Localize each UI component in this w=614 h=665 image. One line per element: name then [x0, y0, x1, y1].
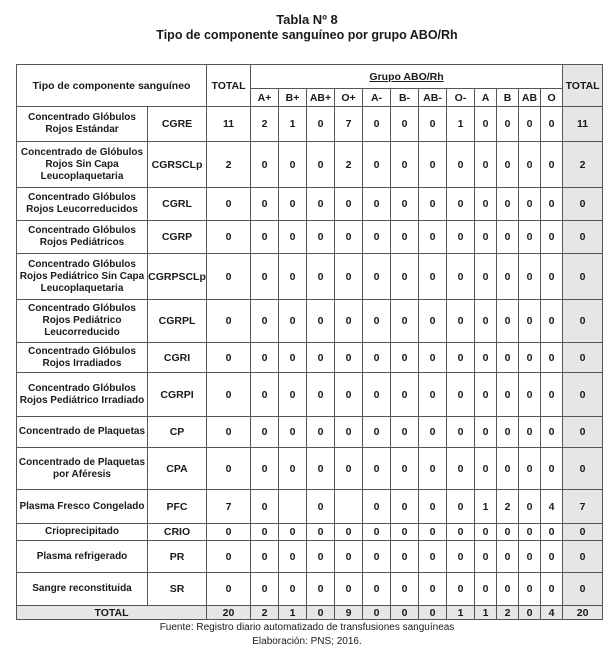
component-code: CPA [148, 448, 207, 490]
group-value: 0 [391, 490, 419, 524]
table-row [17, 221, 603, 254]
component-name: Concentrado de Plaquetas [17, 417, 148, 448]
table-row [17, 448, 603, 490]
group-value: 0 [475, 188, 497, 221]
group-value: 0 [447, 417, 475, 448]
row-total-right: 0 [563, 524, 603, 541]
component-code: CP [148, 417, 207, 448]
group-value: 0 [251, 343, 279, 373]
group-value: 0 [363, 417, 391, 448]
group-value: 0 [475, 221, 497, 254]
component-code: CGRP [148, 221, 207, 254]
group-value: 0 [335, 541, 363, 573]
group-value: 0 [279, 142, 307, 188]
group-value: 0 [363, 373, 391, 417]
table-row [17, 573, 603, 606]
row-total: 0 [207, 254, 251, 300]
group-value: 0 [519, 490, 541, 524]
group-value: 0 [541, 573, 563, 606]
group-value: 0 [335, 188, 363, 221]
group-value: 0 [497, 343, 519, 373]
row-total-right: 0 [563, 541, 603, 573]
component-name: Concentrado de Plaquetas por Aféresis [17, 448, 148, 490]
group-total: 0 [519, 606, 541, 620]
group-value: 0 [363, 573, 391, 606]
group-value: 0 [307, 300, 335, 343]
table-row [17, 188, 603, 221]
group-value: 0 [335, 300, 363, 343]
component-name: Plasma refrigerado [17, 541, 148, 573]
group-value: 0 [541, 541, 563, 573]
group-value: 0 [419, 448, 447, 490]
group-value: 0 [475, 300, 497, 343]
group-value: 2 [335, 142, 363, 188]
group-value: 0 [279, 300, 307, 343]
group-total: 1 [475, 606, 497, 620]
group-value: 0 [251, 573, 279, 606]
total-row [17, 606, 603, 620]
row-total-right: 11 [563, 107, 603, 142]
group-total: 0 [419, 606, 447, 620]
group-col-header: B [497, 89, 519, 107]
group-value: 0 [279, 254, 307, 300]
group-value: 0 [519, 221, 541, 254]
group-value: 0 [391, 343, 419, 373]
group-value: 0 [307, 373, 335, 417]
component-name: Concentrado de Glóbulos Rojos Sin Capa Leucoplaquetaria [17, 142, 148, 188]
group-value: 0 [519, 254, 541, 300]
group-col-header: O [541, 89, 563, 107]
table-row [17, 373, 603, 417]
group-value: 0 [447, 524, 475, 541]
group-value: 0 [447, 573, 475, 606]
table-row [17, 300, 603, 343]
group-col-header: A [475, 89, 497, 107]
group-value: 0 [419, 221, 447, 254]
group-value: 0 [307, 188, 335, 221]
group-value: 0 [363, 541, 391, 573]
component-code: CGRPI [148, 373, 207, 417]
group-value: 0 [251, 541, 279, 573]
group-value: 0 [497, 107, 519, 142]
group-value: 0 [541, 343, 563, 373]
row-total-right: 7 [563, 490, 603, 524]
group-value: 0 [251, 221, 279, 254]
credit-note: Elaboración: PNS; 2016. [252, 636, 362, 647]
row-total: 0 [207, 573, 251, 606]
component-code: PR [148, 541, 207, 573]
group-value: 0 [251, 448, 279, 490]
row-total: 0 [207, 373, 251, 417]
group-col-header: B+ [279, 89, 307, 107]
group-value: 0 [541, 300, 563, 343]
total-right-header: TOTAL [563, 65, 603, 107]
group-value: 0 [475, 524, 497, 541]
row-total: 0 [207, 221, 251, 254]
group-value: 0 [497, 573, 519, 606]
table-row [17, 142, 603, 188]
group-value: 0 [391, 573, 419, 606]
group-value: 0 [391, 300, 419, 343]
group-value: 0 [391, 142, 419, 188]
group-total: 0 [391, 606, 419, 620]
component-code: CGRPSCLp [148, 254, 207, 300]
group-value: 0 [497, 221, 519, 254]
row-total: 0 [207, 300, 251, 343]
component-code: PFC [148, 490, 207, 524]
group-value: 0 [519, 107, 541, 142]
component-code: CGRSCLp [148, 142, 207, 188]
group-value: 0 [447, 254, 475, 300]
row-total-right: 0 [563, 417, 603, 448]
group-value: 1 [279, 107, 307, 142]
group-value: 0 [419, 417, 447, 448]
group-value: 0 [251, 524, 279, 541]
group-value: 0 [363, 254, 391, 300]
group-value: 0 [419, 343, 447, 373]
group-value: 0 [419, 541, 447, 573]
row-total-right: 0 [563, 221, 603, 254]
group-value: 0 [279, 541, 307, 573]
group-value: 0 [335, 343, 363, 373]
component-name: Plasma Fresco Congelado [17, 490, 148, 524]
group-value: 0 [307, 343, 335, 373]
component-name: Concentrado Glóbulos Rojos Leucorreducidos [17, 188, 148, 221]
group-value: 0 [519, 343, 541, 373]
group-value: 0 [497, 373, 519, 417]
group-value: 0 [391, 188, 419, 221]
group-value: 0 [307, 524, 335, 541]
group-value: 0 [519, 417, 541, 448]
group-value: 0 [335, 221, 363, 254]
group-value: 0 [279, 221, 307, 254]
group-value: 0 [541, 448, 563, 490]
row-total-right: 0 [563, 300, 603, 343]
group-value: 0 [541, 188, 563, 221]
group-col-header: AB [519, 89, 541, 107]
group-total: 2 [251, 606, 279, 620]
row-total: 0 [207, 524, 251, 541]
component-code: CGRI [148, 343, 207, 373]
source-note: Fuente: Registro diario automatizado de transfusiones sanguíneas [159, 622, 455, 633]
table-row [17, 417, 603, 448]
grand-total: 20 [207, 606, 251, 620]
group-value: 0 [519, 448, 541, 490]
row-total: 0 [207, 343, 251, 373]
group-value: 0 [497, 188, 519, 221]
group-col-header: A- [363, 89, 391, 107]
group-value: 0 [307, 142, 335, 188]
group-value: 0 [363, 343, 391, 373]
component-name: Concentrado Glóbulos Rojos Irradiados [17, 343, 148, 373]
group-value: 0 [419, 373, 447, 417]
group-value: 0 [447, 188, 475, 221]
group-value: 0 [519, 573, 541, 606]
row-total-right: 2 [563, 142, 603, 188]
group-col-header: AB+ [307, 89, 335, 107]
group-value: 0 [447, 448, 475, 490]
row-total: 0 [207, 541, 251, 573]
group-value: 0 [519, 524, 541, 541]
group-value: 0 [475, 373, 497, 417]
group-value: 0 [251, 142, 279, 188]
group-col-header: O- [447, 89, 475, 107]
group-value: 0 [307, 573, 335, 606]
group-value: 2 [497, 490, 519, 524]
group-value: 0 [497, 417, 519, 448]
group-value: 1 [475, 490, 497, 524]
group-value: 0 [307, 490, 335, 524]
group-value: 0 [363, 107, 391, 142]
table-title: Tabla Nº 8 [276, 12, 338, 27]
group-value: 0 [475, 254, 497, 300]
component-header: Tipo de componente sanguíneo [17, 65, 207, 107]
component-name: Concentrado Glóbulos Rojos Pediátrico Irradiado [17, 373, 148, 417]
row-total-right: 0 [563, 343, 603, 373]
group-value: 0 [447, 373, 475, 417]
group-value: 0 [391, 373, 419, 417]
table-row [17, 524, 603, 541]
row-total: 0 [207, 417, 251, 448]
group-value: 2 [251, 107, 279, 142]
group-value: 0 [447, 221, 475, 254]
group-value: 0 [419, 188, 447, 221]
group-value: 0 [475, 142, 497, 188]
group-total: 0 [363, 606, 391, 620]
group-value: 0 [279, 188, 307, 221]
component-name: Concentrado Glóbulos Rojos Pediátrico Leucorreducido [17, 300, 148, 343]
group-value: 0 [447, 343, 475, 373]
group-value: 0 [419, 573, 447, 606]
group-value: 0 [307, 221, 335, 254]
group-value: 4 [541, 490, 563, 524]
group-value: 0 [447, 300, 475, 343]
group-value: 0 [475, 107, 497, 142]
group-value: 0 [497, 300, 519, 343]
group-value: 0 [391, 524, 419, 541]
grand-total-right: 20 [563, 606, 603, 620]
group-value: 0 [363, 188, 391, 221]
component-name: Concentrado Glóbulos Rojos Pediátrico Sin Capa Leucoplaquetaria [17, 254, 148, 300]
component-name: Concentrado Glóbulos Rojos Pediátricos [17, 221, 148, 254]
group-value: 0 [541, 524, 563, 541]
component-code: CGRL [148, 188, 207, 221]
group-value: 0 [391, 221, 419, 254]
group-col-header: O+ [335, 89, 363, 107]
group-value: 0 [363, 448, 391, 490]
group-value: 0 [419, 300, 447, 343]
group-total: 9 [335, 606, 363, 620]
component-name: Crioprecipitado [17, 524, 148, 541]
row-total-right: 0 [563, 448, 603, 490]
group-value: 0 [497, 142, 519, 188]
group-value: 0 [541, 107, 563, 142]
row-total-right: 0 [563, 573, 603, 606]
group-value: 0 [541, 417, 563, 448]
group-value: 0 [541, 142, 563, 188]
group-value: 0 [419, 107, 447, 142]
table-row [17, 254, 603, 300]
group-value: 0 [541, 254, 563, 300]
row-total: 11 [207, 107, 251, 142]
group-value: 0 [279, 417, 307, 448]
group-value: 0 [475, 417, 497, 448]
group-value [279, 490, 307, 524]
table-row [17, 541, 603, 573]
group-total: 1 [279, 606, 307, 620]
group-total: 4 [541, 606, 563, 620]
component-code: SR [148, 573, 207, 606]
row-total-right: 0 [563, 254, 603, 300]
group-value: 0 [251, 373, 279, 417]
group-value: 0 [279, 573, 307, 606]
group-value [335, 490, 363, 524]
row-total: 7 [207, 490, 251, 524]
group-value: 0 [251, 254, 279, 300]
group-value: 0 [391, 107, 419, 142]
group-value: 0 [335, 524, 363, 541]
row-total-right: 0 [563, 188, 603, 221]
group-value: 0 [279, 373, 307, 417]
table-row [17, 490, 603, 524]
group-value: 0 [335, 448, 363, 490]
group-value: 0 [307, 541, 335, 573]
group-value: 0 [475, 541, 497, 573]
group-value: 0 [519, 188, 541, 221]
group-value: 1 [447, 107, 475, 142]
row-total: 2 [207, 142, 251, 188]
blood-component-table [16, 64, 603, 620]
group-value: 0 [251, 300, 279, 343]
component-code: CRIO [148, 524, 207, 541]
table-row [17, 343, 603, 373]
group-value: 0 [447, 490, 475, 524]
group-total: 2 [497, 606, 519, 620]
group-value: 0 [519, 142, 541, 188]
group-value: 0 [391, 417, 419, 448]
group-value: 0 [447, 142, 475, 188]
group-value: 0 [419, 490, 447, 524]
row-total: 0 [207, 188, 251, 221]
group-value: 0 [541, 373, 563, 417]
group-value: 0 [251, 188, 279, 221]
group-value: 0 [279, 448, 307, 490]
group-value: 0 [307, 107, 335, 142]
group-value: 0 [391, 448, 419, 490]
group-header: Grupo ABO/Rh [251, 65, 563, 89]
component-code: CGRPL [148, 300, 207, 343]
group-value: 7 [335, 107, 363, 142]
group-value: 0 [363, 300, 391, 343]
group-value: 0 [279, 343, 307, 373]
group-total: 0 [307, 606, 335, 620]
table-row [17, 107, 603, 142]
group-value: 0 [419, 524, 447, 541]
group-value: 0 [251, 417, 279, 448]
group-value: 0 [497, 541, 519, 573]
component-name: Concentrado Glóbulos Rojos Estándar [17, 107, 148, 142]
group-value: 0 [475, 343, 497, 373]
group-value: 0 [307, 417, 335, 448]
group-value: 0 [447, 541, 475, 573]
group-value: 0 [497, 524, 519, 541]
group-value: 0 [475, 448, 497, 490]
group-value: 0 [251, 490, 279, 524]
row-total-right: 0 [563, 373, 603, 417]
group-value: 0 [307, 448, 335, 490]
group-value: 0 [279, 524, 307, 541]
group-value: 0 [519, 541, 541, 573]
group-value: 0 [391, 254, 419, 300]
group-value: 0 [475, 573, 497, 606]
group-value: 0 [497, 448, 519, 490]
group-col-header: AB- [419, 89, 447, 107]
group-value: 0 [419, 142, 447, 188]
group-value: 0 [363, 490, 391, 524]
group-value: 0 [541, 221, 563, 254]
component-code: CGRE [148, 107, 207, 142]
group-value: 0 [335, 254, 363, 300]
group-value: 0 [391, 541, 419, 573]
group-value: 0 [335, 417, 363, 448]
row-total: 0 [207, 448, 251, 490]
table-subtitle: Tipo de componente sanguíneo por grupo ABO/Rh [156, 28, 458, 42]
group-total: 1 [447, 606, 475, 620]
total-header: TOTAL [207, 65, 251, 107]
group-value: 0 [307, 254, 335, 300]
total-row-label: TOTAL [17, 606, 207, 620]
group-value: 0 [519, 373, 541, 417]
component-name: Sangre reconstituida [17, 573, 148, 606]
group-value: 0 [335, 573, 363, 606]
group-value: 0 [497, 254, 519, 300]
group-col-header: B- [391, 89, 419, 107]
group-value: 0 [335, 373, 363, 417]
group-col-header: A+ [251, 89, 279, 107]
group-value: 0 [419, 254, 447, 300]
group-value: 0 [363, 142, 391, 188]
group-value: 0 [363, 221, 391, 254]
group-value: 0 [363, 524, 391, 541]
group-value: 0 [519, 300, 541, 343]
